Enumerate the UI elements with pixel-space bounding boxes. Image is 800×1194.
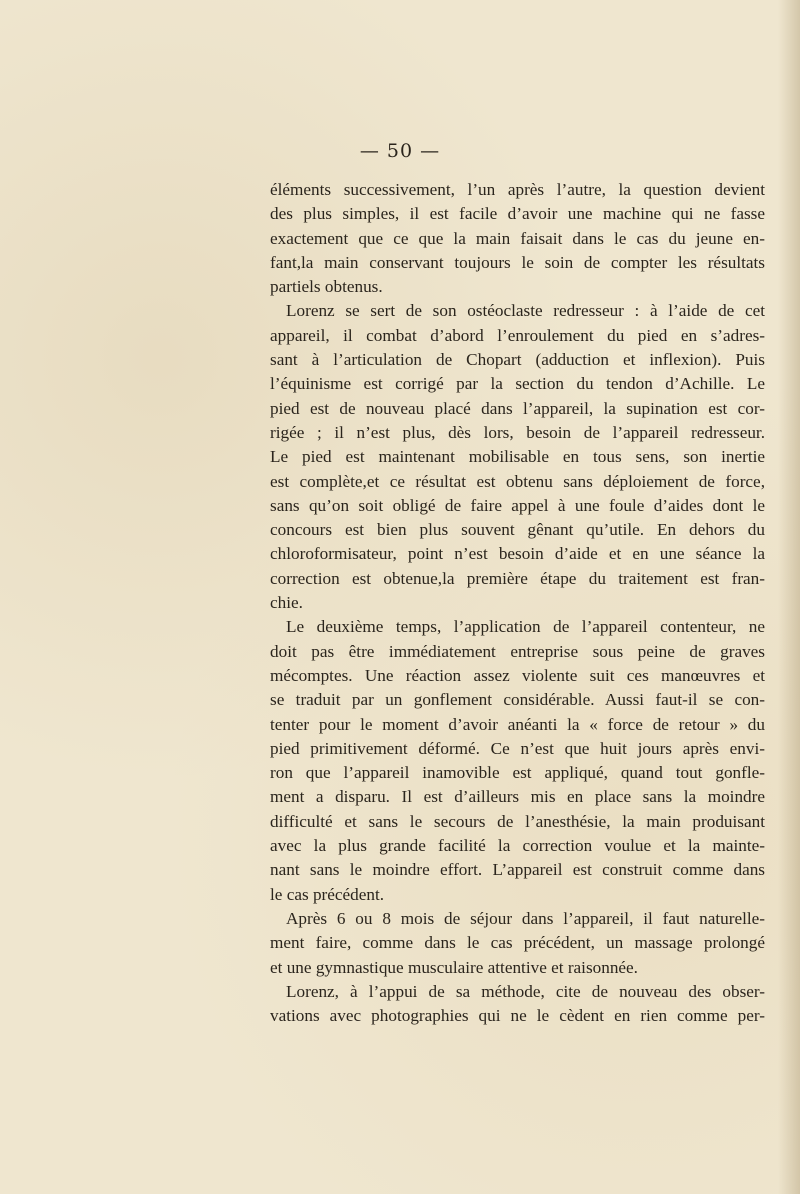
- text-line: partiels obtenus.: [270, 277, 383, 297]
- text-line: Après 6 ou 8 mois de séjour dans l’appareil, il faut naturelle-: [286, 908, 765, 928]
- text-line: correction est obtenue,la première étape du traitement est fran-: [270, 568, 765, 588]
- text-line: exactement que ce que la main faisait dans le cas du jeune en-: [270, 228, 765, 248]
- text-line: se traduit par un gonflement considérable. Aussi faut-il se con-: [270, 690, 765, 710]
- body-text: [270, 178, 765, 1028]
- text-line: le cas précédent.: [270, 884, 385, 904]
- page-edge-shadow: [778, 0, 800, 1194]
- text-line: pied primitivement déformé. Ce n’est que huit jours après envi-: [270, 738, 765, 758]
- text-line: ment a disparu. Il est d’ailleurs mis en place sans la moindre: [270, 787, 765, 807]
- text-line: concours est bien plus souvent gênant qu’utile. En dehors du: [270, 520, 765, 540]
- text-line: des plus simples, il est facile d’avoir une machine qui ne fasse: [270, 204, 765, 224]
- text-line: ron que l’appareil inamovible est appliqué, quand tout gonfle-: [270, 763, 765, 783]
- text-line: sant à l’articulation de Chopart (adduction et inflexion). Puis: [270, 350, 765, 370]
- text-line: tenter pour le moment d’avoir anéanti la « force de retour » du: [270, 714, 765, 734]
- text-line: l’équinisme est corrigé par la section du tendon d’Achille. Le: [270, 374, 765, 394]
- text-line: doit pas être immédiatement entreprise sous peine de graves: [270, 641, 765, 661]
- text-line: difficulté et sans le secours de l’anesthésie, la main produisant: [270, 811, 765, 831]
- text-line: Le pied est maintenant mobilisable en tous sens, son inertie: [270, 447, 765, 467]
- text-line: nant sans le moindre effort. L’appareil est construit comme dans: [270, 860, 765, 880]
- text-line: mécomptes. Une réaction assez violente suit ces manœuvres et: [270, 665, 765, 685]
- text-line: est complète,et ce résultat est obtenu sans déploiement de force,: [270, 471, 765, 491]
- text-line: Le deuxième temps, l’application de l’appareil contenteur, ne: [286, 617, 765, 637]
- text-line: et une gymnastique musculaire attentive et raisonnée.: [270, 957, 638, 977]
- text-line: sans qu’on soit obligé de faire appel à une foule d’aides dont le: [270, 495, 765, 515]
- page-number: — 50 —: [359, 140, 441, 162]
- text-line: rigée ; il n’est plus, dès lors, besoin de l’appareil redresseur.: [270, 422, 765, 442]
- text-line: chie.: [270, 593, 303, 613]
- text-line: ment faire, comme dans le cas précédent, un massage prolongé: [270, 933, 765, 953]
- text-line: pied est de nouveau placé dans l’appareil, la supination est cor-: [270, 398, 765, 418]
- text-line: vations avec photographies qui ne le cèdent en rien comme per-: [270, 1006, 765, 1026]
- text-line: Lorenz, à l’appui de sa méthode, cite de nouveau des obser-: [286, 981, 765, 1001]
- text-line: avec la plus grande facilité la correction voulue et la mainte-: [270, 836, 765, 856]
- text-line: éléments successivement, l’un après l’autre, la question devient: [270, 180, 765, 199]
- text-line: fant,la main conservant toujours le soin de compter les résultats: [270, 252, 765, 272]
- text-line: chloroformisateur, point n’est besoin d’aide et en une séance la: [270, 544, 765, 564]
- text-line: appareil, il combat d’abord l’enroulement du pied en s’adres-: [270, 325, 765, 345]
- text-line: Lorenz se sert de son ostéoclaste redresseur : à l’aide de cet: [286, 301, 765, 321]
